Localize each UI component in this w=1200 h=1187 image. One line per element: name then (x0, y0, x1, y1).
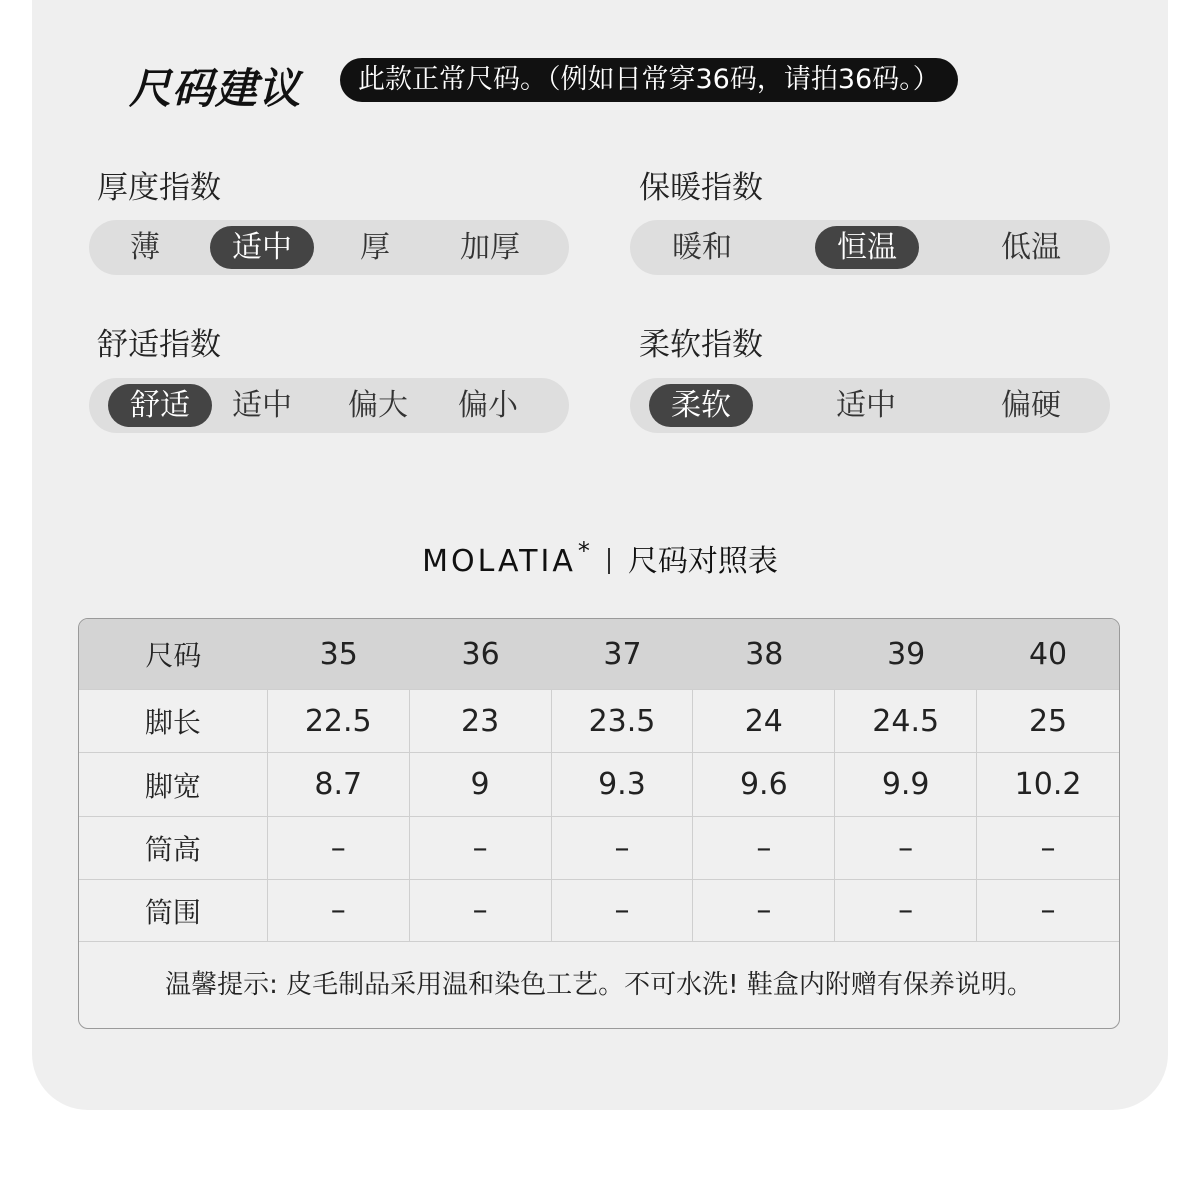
warmth-option-low: 低温 (1001, 230, 1061, 265)
page-title: 尺码建议 (129, 64, 302, 113)
table-header-cell: 尺码 (145, 639, 202, 672)
table-cell: 23 (410, 690, 552, 752)
table-cell: 8.7 (268, 753, 410, 816)
table-cell: – (693, 880, 835, 941)
table-header-cell: 40 (1028, 636, 1068, 672)
table-row (79, 752, 1119, 816)
comfort-option-small: 偏小 (458, 388, 518, 423)
table-header-cell: 38 (745, 636, 784, 672)
table-cell: – (410, 817, 552, 879)
table-cell: 24 (693, 690, 835, 752)
softness-option-medium: 适中 (836, 388, 896, 423)
table-cell: – (410, 880, 552, 941)
table-cell: – (268, 880, 410, 941)
comfort-option-comfortable: 舒适 (108, 384, 212, 427)
table-cell: 9.9 (835, 753, 977, 816)
row-label: 脚宽 (79, 753, 268, 816)
table-header-row (79, 619, 1119, 689)
brand-star-mark: * (577, 537, 590, 565)
table-header-cell: 39 (887, 636, 926, 672)
heading-divider (608, 548, 610, 574)
table-cell: 9.3 (552, 753, 694, 816)
softness-option-soft: 柔软 (649, 384, 753, 427)
table-cell: 9.6 (693, 753, 835, 816)
size-note-badge: 此款正常尺码。（例如日常穿36码，请拍36码。） (340, 58, 958, 102)
softness-index-label: 柔软指数 (639, 327, 763, 363)
row-label: 筒高 (79, 817, 268, 879)
thickness-option-extra-thick: 加厚 (460, 230, 520, 265)
table-row (79, 879, 1119, 941)
thickness-index-label: 厚度指数 (97, 170, 221, 206)
warmth-option-warm: 暖和 (672, 230, 732, 265)
warmth-index-scale (630, 220, 1110, 275)
care-tip: 温馨提示: 皮毛制品采用温和染色工艺。不可水洗! 鞋盒内附赠有保养说明。 (79, 941, 1119, 1029)
table-cell: 10.2 (1014, 767, 1082, 802)
thickness-option-thin: 薄 (130, 230, 160, 265)
comfort-option-medium: 适中 (232, 388, 292, 423)
table-header-cell: 37 (603, 636, 642, 672)
row-label: 脚长 (79, 690, 268, 752)
table-cell: 24.5 (835, 690, 977, 752)
table-header-cell: 36 (461, 636, 500, 672)
thickness-option-thick: 厚 (360, 230, 390, 265)
comfort-option-large: 偏大 (348, 388, 408, 423)
softness-index-scale (630, 378, 1110, 433)
comfort-index-scale (89, 378, 569, 433)
size-chart-heading (0, 536, 1200, 580)
table-cell: – (552, 817, 694, 879)
table-cell: 9 (410, 753, 552, 816)
softness-option-hard: 偏硬 (1001, 388, 1061, 423)
table-row (79, 816, 1119, 879)
brand-logo: MOLATIA (422, 544, 576, 579)
table-cell: – (835, 880, 977, 941)
table-cell: – (835, 817, 977, 879)
table-cell: – (1040, 830, 1056, 866)
table-cell: – (1040, 893, 1056, 928)
size-chart-table (78, 618, 1120, 1029)
thickness-index-scale (89, 220, 569, 275)
row-label: 筒围 (79, 880, 268, 941)
table-cell: – (268, 817, 410, 879)
warmth-index-label: 保暖指数 (639, 170, 763, 206)
table-row (79, 689, 1119, 752)
comfort-index-label: 舒适指数 (97, 327, 221, 363)
table-cell: 25 (1028, 703, 1068, 739)
warmth-option-constant: 恒温 (815, 226, 919, 269)
thickness-option-medium: 适中 (210, 226, 314, 269)
size-chart-title: 尺码对照表 (627, 544, 778, 579)
table-cell: 22.5 (268, 690, 410, 752)
table-cell: – (693, 817, 835, 879)
table-cell: – (552, 880, 694, 941)
table-header-cell: 35 (319, 636, 358, 672)
table-cell: 23.5 (552, 690, 694, 752)
